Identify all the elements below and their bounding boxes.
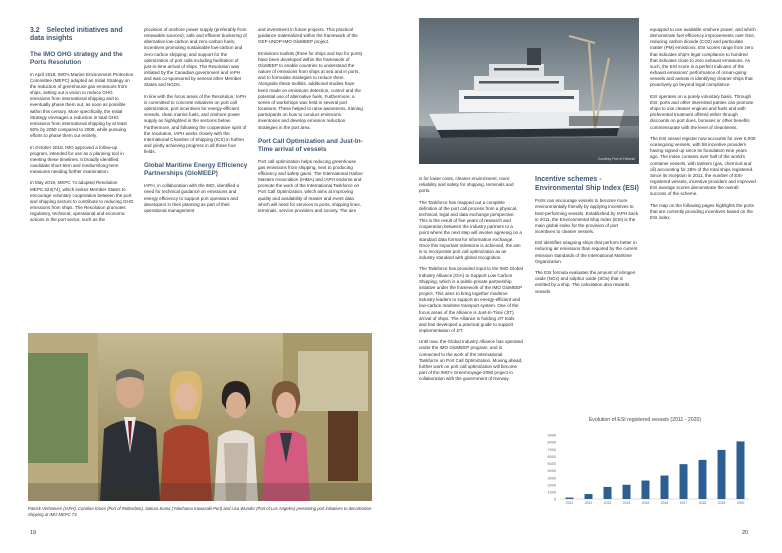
x-tick-label: 2011 [565,501,574,505]
bar [604,487,612,499]
paragraph: IAPH, in collaboration with the IMO, identified a need for technical guidance on emissions and energy efficiency to support port operators and developers in their planning as part of their operational management [144,183,240,213]
heading-esi: Incentive schemes - Environmental Ship Index (ESI) [535,176,639,192]
heading-glomeep: Global Maritime Energy Efficiency Partnerships (GloMEEP) [144,162,248,178]
bar [718,450,726,499]
column-6 [650,27,756,226]
bar [566,498,574,499]
photo-caption: Patrick Verhoeven (IAPH), Caroline Kroes (Port of Rotterdam), Sakura Kuma (Yokohama Kawasaki Port) and Lisa Wunder (Port of Los Angeles) presenting port initiatives to decarbonise shipping at IMO MEPC 73. [28,506,372,517]
esi-bar-chart [534,413,756,510]
paragraph: In April 2018, IMO's Marine Environment Protection Committee (MEPC) adopted an Initial Strategy on the reduction of greenhouse gas emissions from ships, setting out a vision to reduce GHG emissions from international shipping and to eventually phase them out, as soon as possible within this century. More specifically, the Initial Strategy envisages a reduction in total GHG emissions from international shipping by at least 50% by 2050 compared to 2008, while pursuing efforts to phase them out entirely. [30,71,134,139]
column-1 [30,27,134,229]
column-3 [258,27,364,219]
heading-port-call-optimization: Port Call Optimization and Just-In-Time arrival of vessels [258,137,363,153]
paragraph: The Taskforce has mapped out a complete definition of the port call process from a physical, technical, legal and data exchange perspective. This is the result of five years of research and cooperation between the industry partners to a point where the next step will involve agreeing on a standard data format for information exchange. Once this important milestone is achieved, the aim is to incorporate port call optimization as an industry standard with global recognition. [419,199,522,261]
paragraph: The map on the following pages highlights the ports that are currently providing incentives based on the ESI index. [650,202,754,220]
x-tick-label: 2016 [660,501,669,505]
paragraph: ESI operates on a purely voluntary basis. Through ESI, ports and other interested parties can promote ships to use cleaner engines and fuels and with preferential treatment offered either through discounts on port dues, bonuses or other benefits commensurate with the level of cleanliness. [650,93,754,130]
y-tick-label: 3000 [547,476,556,481]
bar [737,441,745,499]
paragraph: is for lower costs, cleaner environment, more reliability and safety for shipping, terminals and ports. [419,176,514,194]
group-photo [28,333,372,501]
paragraph: In October 2018, IMO approved a follow-up program, intended for use as a planning tool in meeting these timelines. It broadly identified candidate short-term and medium/long-term measures needing further examination. [30,144,124,175]
paragraph: ESI identifies seagoing ships that perform better in reducing air emissions than required by the current emission standards of the International Maritime Organization. [535,240,638,264]
column-4 [419,176,523,388]
paragraph: In line with the focus areas of the Resolution, IAPH is committed to concrete initiatives on port call optimization, port incentives for energy-efficient vessels, clean marine fuels, and onshore power supply as highlighted in the sections below. Furthermore, and following the cooperative spirit of the resolution, IAPH works closely with the International Chamber of Shipping (ICS) in further and jointly achieving progress in all these four fields. [144,93,247,155]
paragraph: The ESI formula evaluates the amount of nitrogen oxide (NOx) and sulphur oxide (SOx) that is emitted by a ship. The calculation also rewards vessels [535,270,636,294]
heading-ghg-strategy: The IMO GHG strategy and the Ports Resolution [30,50,123,66]
chart-plot [534,413,756,510]
x-tick-label: 2018 [698,501,707,505]
chart-title: Evolution of ESI registered vessels (2011 - 2020) [588,417,702,423]
ship-photo [419,18,639,164]
people-image [28,333,372,501]
x-tick-label: 2014 [622,501,631,505]
paragraph: Until now, the Global Industry Alliance has operated under the IMO GloMEEP program, and is connected to the work of the International Taskforce on Port Call Optimization. Moving ahead, further work on port call optimization will become part of the IMO's GreenVoyage-2050 project in collaboration with the government of Norway. [419,339,523,382]
column-2 [144,27,248,219]
paragraph: The ESI vessel register now accounts for over 8,000 oceangoing vessels, with 58 incentive providers having signed up since its foundation nine years ago. The Index contains over half of the world's container vessels, with tankers (gas, chemical and oil) accounting for 28% of the total ships registered. Since its inception in 2011, the number of ESI-registered vessels, incentive providers and improved ESI average scores demonstrate the overall success of the scheme. [650,135,756,197]
paragraph: The Taskforce has provided input to the IMO Global Industry Alliance (GIA) to Support Low Carbon Shipping, which is a public-private partnership initiative under the framework of the IMO GloMEEP project. This aims to bring together maritime industry leaders to support an energy-efficient and low-carbon maritime transport system. One of the focus areas of the Alliance is Just-In-Time (JIT) arrival of ships. The Alliance is holding JIT trials and has developed a practical guide to support implementation of JIT. [419,266,523,333]
paragraph: equipped to use available onshore power, and which demonstrate fuel efficiency improvements over time, reducing carbon dioxide (CO2) and particulate matter (PM) emissions. ESI scores range from zero that indicates ship's legal compliance to hundred that indicates close to zero exhaust emissions. As such, the ESI score is a perfect indicator of the exhaust emissions' performance of ocean-going vessels and assists in identifying cleaner ships that proactively go beyond legal compliance. [650,27,756,88]
bar [642,481,650,499]
y-tick-label: 6000 [547,454,556,459]
ship-image [419,18,639,164]
photo-credit: Courtesy Port of Helsinki [597,157,635,161]
paragraph: Ports can encourage vessels to become more environmentally friendly by applying incentives to best-performing vessels. Established by IAPH back in 2011, the Environmental Ship Index (ESI) is the main global index for the provision of port incentives to cleaner vessels. [535,198,639,234]
y-tick-label: 8000 [547,440,556,445]
y-tick-label: 7000 [547,447,556,452]
y-tick-label: 5000 [547,462,556,467]
x-tick-label: 2015 [641,501,650,505]
y-tick-label: 9000 [547,433,556,438]
paragraph: Port call optimization helps reducing greenhouse gas emissions from shipping, next to producing efficiency and safety gains. The International Harbor Masters Association (IHMA) and IAPH endorse and promote the work of the International Taskforce on Port Call Optimization, which aims at improving quality and availability of master and event data which will need for services to ports, shipping lines, terminals, service providers and society. The aim [258,158,363,213]
x-tick-label: 2017 [679,501,688,505]
y-tick-label: 2000 [547,483,556,488]
paragraph: Emissions toolkits (three for ships and two for ports) have been developed within the framework of GloMEEP to enable countries to understand the nature of emissions from ships at sea and in ports, and to formulate strategies to reduce them. Alongside these toolkits, additional studies have been made on emissions detection, control and the potential use of alternative fuels. Furthermore, a series of workshops was held in several port locations. These helped to raise awareness, training participants on how to conduct emissions inventories and develop emission reduction strategies in the port area. [258,50,363,130]
y-tick-label: 0 [553,497,556,502]
bar [585,494,593,499]
bar [680,464,688,499]
page-number-right: 20 [742,530,749,536]
paragraph: provision of onshore power supply (preferably from renewable sources); safe and efficient bunkering of alternative low-carbon and zero-carbon fuels; incentives promoting sustainable low-carbon and zero-carbon shipping; and support for the optimization of port calls including facilitation of just-in-time arrival of ships. The Resolution was initiated by the Canadian government and IAPH and was co-sponsored by several other Member States and NGOs. [144,27,247,88]
paragraph: and investment in future projects. This practical guidance materialized within the framework of the GEF-UNDP-IMO GloMEEP project. [258,27,358,45]
bar [661,476,669,499]
y-tick-label: 1000 [547,490,556,495]
bar [623,485,631,499]
x-tick-label: 2019 [717,501,726,505]
y-tick-label: 4000 [547,469,556,474]
x-tick-label: 2012 [584,501,593,505]
x-tick-label: 2020 [736,501,745,505]
paragraph: In May 2019, MEPC 74 adopted Resolution MEPC.323(74), which invites Member States to encourage voluntary cooperation between the port and shipping sectors to contribute to reducing GHG emissions from ships. The Resolution promotes regulatory, technical, operational and economic actions in the port sector, such as the [30,180,134,223]
page-number-left: 19 [30,530,37,536]
section-heading: 3.2 Selected initiatives and data insights [30,27,123,43]
x-tick-label: 2013 [603,501,612,505]
column-5 [535,176,639,300]
bar [699,460,707,499]
